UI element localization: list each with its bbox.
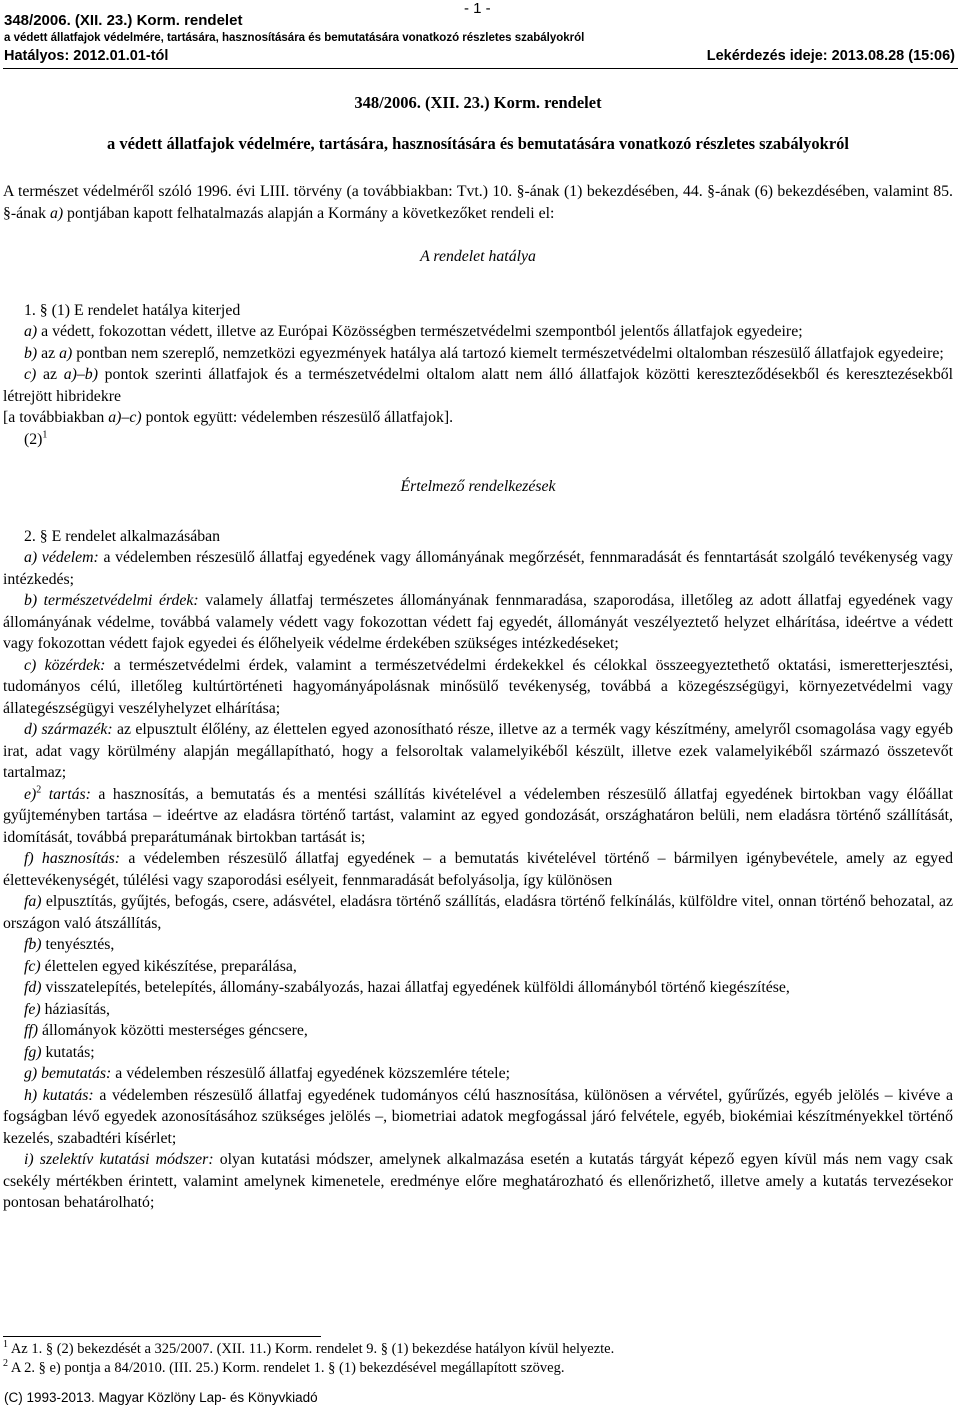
definition-fa: fa) elpusztítás, gyűjtés, befogás, csere, adásvétel, eladásra történő szállítás, eladásra történő felkínálás, külföldre vitel, onnan történő behozatal, az országon való átszállítás, (3, 893, 953, 932)
section-1-point-c: c) az a)–b) pontok szerinti állatfajok és a természetvédelmi oltalom alatt nem álló állatfajok közötti kereszteződésekből és keresztezésekből létrejött hibridekre (3, 366, 954, 405)
preamble: A természet védelméről szóló 1996. évi LIII. törvény (a továbbiakban: Tvt.) 10. §-ának (1) bekezdésében, 44. §-ának (6) bekezdésében, valamint 85. §-ának a) pontjában kapott felhatalmazás alapján a Kormány a következőket rendeli el: (3, 183, 953, 222)
header-effective-date: Hatályos: 2012.01.01-tól (4, 48, 169, 64)
section-1-tail: [a továbbiakban a)–c) pontok együtt: védelemben részesülő állatfajok]. (3, 409, 454, 426)
definition-b: b) természetvédelmi érdek: valamely állatfaj természetes állományának fennmaradása, szaporodása, illetőleg az adott állatfaj egyedének vagy állományának védelme, továbbá valamely védett vagy fokozottan védett faj egyedét, állományát veszélyeztető helyzet elhárítása, ideértve a védett vagy fokozottan védett fajok egyedei és élőhelyeik védelme érdekében szükséges intézkedéseket; (3, 592, 954, 652)
definition-e: e)$^2$ tartás: a hasznosítás, a bemutatás és a mentési szállítás kivételével a védelemben részesülő állatfaj egyedének birtokban vagy élőállat gyűjteményben tartása – ideértve az eladásra történő tartást, valamint az egyed gondozását, országhatáron belüli, nem eladásra történő szállítását, idomítását, továbbá preparátumának birtokban tartását is; (3, 784, 953, 846)
section-2-intro: 2. § E rendelet alkalmazásában (24, 527, 221, 545)
copyright-footer: (C) 1993-2013. Magyar Közlöny Lap- és Könyvkiadó (4, 1390, 318, 1405)
document-subtitle: a védett állatfajok védelmére, tartására, hasznosítására és bemutatására vonatkozó részletes szabályokról (106, 133, 850, 153)
header-title: 348/2006. (XII. 23.) Korm. rendelet (4, 12, 243, 29)
definition-a: a) védelem: a védelemben részesülő állatfaj egyedének vagy állományának megőrzését, fennmaradását és fenntartását szolgáló tevékenység vagy intézkedés; (3, 549, 953, 588)
definition-fc: fc) élettelen egyed kikészítése, preparálása, (24, 957, 297, 975)
definition-fg: fg) kutatás; (24, 1043, 95, 1061)
header-subtitle: a védett állatfajok védelmére, tartására, hasznosítására és bemutatására vonatkozó részletes szabályokról (4, 32, 585, 44)
header-query-time: Lekérdezés ideje: 2013.08.28 (15:06) (706, 48, 955, 64)
document-title: 348/2006. (XII. 23.) Korm. rendelet (354, 93, 602, 112)
definition-h: h) kutatás: a védelemben részesülő állatfaj egyedének tudományos célú hasznosítása, különösen a vérvétel, gyűrűzés, egyéb jelölés – kivéve a fogságban lévő egyedek azonosításához szükséges jelölés –, biometriai adatok megfogással járó felvétele, egyéb, biokémiai készítményekkel történő kezelés, szabadtéri kísérlet; (3, 1086, 953, 1147)
section-1-point-a: a) a védett, fokozottan védett, illetve az Európai Közösségben természetvédelmi szempontból jelentős állatfajok egyedeire; (24, 323, 803, 340)
definition-d: d) származék: az elpusztult élőlény, az élettelen egyed azonosítható része, illetve az a termék vagy készítmény, amelyről csomagolása vagy egyéb irat, adat vagy körülmény alapján megállapítható, hogy a felsoroltak valamelyikéből készült, illetve ezek valamelyikéből származó összetevőt tartalmaz; (3, 721, 953, 781)
section-1-paragraph-2: $(2)^1$ (24, 429, 48, 448)
section-heading-definitions: Értelmező rendelkezések (400, 478, 556, 495)
footnote: $^2$ A 2. § e) pontja a 84/2010. (III. 25.) Korm. rendelet 1. § (1) bekezdésével megállapított szöveg. (3, 1358, 565, 1376)
definition-c: c) közérdek: a természetvédelmi érdek, valamint a természetvédelmi érdekekkel és célokkal összeegyeztethető oktatási, ismeretterjesztési, tudományos célú, illetőleg kultúrtörténeti hagyományápolásnak minősülő tevékenység, továbbá a közegészségügyi, környezetvédelmi vagy állategészségügyi veszélyhelyzet elhárítása; (3, 656, 953, 717)
definition-ff: ff) állományok közötti mesterséges géncsere, (24, 1022, 308, 1039)
page-number: - 1 - (464, 0, 491, 17)
definition-fd: fd) visszatelepítés, betelepítés, állomány-szabályozás, hazai állatfaj egyedének külföldi állományból történő kiegészítése, (24, 979, 790, 996)
footnotes (3, 1340, 953, 1378)
document-body (3, 92, 953, 1214)
section-1-point-b: b) az a) pontban nem szereplő, nemzetközi egyezmények hatálya alá tartozó kiemelt természetvédelmi oltalomban részesülő állatfajok egyedeire; (24, 344, 944, 362)
definition-fe: fe) háziasítás, (24, 1000, 110, 1018)
section-heading-scope: A rendelet hatálya (420, 248, 536, 265)
footnote: $^1$ Az 1. § (2) bekezdését a 325/2007. (XII. 11.) Korm. rendelet 9. § (1) bekezdése hatályon kívül helyezte. (3, 1339, 615, 1357)
definition-fb: fb) tenyésztés, (24, 936, 115, 953)
definition-g: g) bemutatás: a védelemben részesülő állatfaj egyedének közszemlére tétele; (24, 1065, 510, 1082)
footnote-divider (3, 1336, 321, 1337)
definition-f: f) hasznosítás: a védelemben részesülő állatfaj egyedének – a bemutatás kivételével történő – bármilyen igénybevétele, amely az egyed élettevékenységét, túlélési vagy szaporodási esélyeit, fennmaradását befolyásolja, így különösen (3, 850, 953, 889)
section-1-intro: 1. § (1) E rendelet hatálya kiterjed (24, 301, 241, 319)
definition-i: i) szelektív kutatási módszer: olyan kutatási módszer, amelynek alkalmazása esetén a kutatás tárgyát képező egyen kívül más nem vagy csak csekély mértékben érintett, valamint amelynek kimenetele, eredménye előre meghatározható és ellenőrizhető, illetve amely a kutatás tervezésekor pontosan behatárolható; (3, 1151, 953, 1211)
header-divider (3, 68, 958, 69)
